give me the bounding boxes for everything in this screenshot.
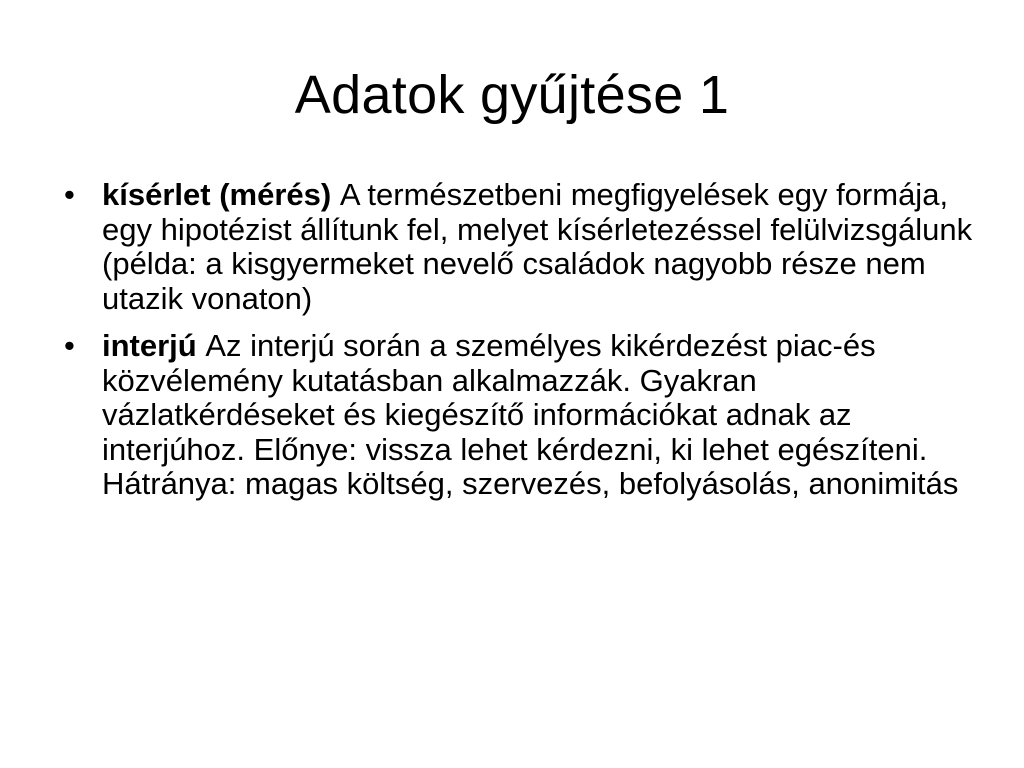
bullet-text: Az interjú során a személyes kikérdezést piac-és közvélemény kutatásban alkalmazzák. Gyakran vázlatkérdéseket és kiegészítő információkat adnak az interjúhoz. Előnye: vissza lehet kérdezni, ki lehet egészíteni. Hátránya: magas költség, szervezés, befolyásolás, anonimitás bbox=[102, 328, 959, 501]
bullet-term: interjú bbox=[102, 328, 206, 363]
bullet-dot-icon: • bbox=[64, 177, 75, 212]
bullet-text: A természetbeni megfigyelések egy formája, egy hipotézist állítunk fel, melyet kísérletezéssel felülvizsgálunk (példa: a kisgyermeket nevelő családok nagyobb része nem utazik vonaton) bbox=[102, 177, 973, 316]
bullet-item-interview bbox=[64, 329, 974, 502]
slide-title: Adatok gyűjtése 1 bbox=[294, 65, 730, 125]
bullet-item-experiment bbox=[64, 178, 974, 316]
bullet-term: kísérlet (mérés) bbox=[102, 177, 340, 212]
bullet-list bbox=[64, 178, 974, 515]
bullet-dot-icon: • bbox=[64, 328, 75, 363]
